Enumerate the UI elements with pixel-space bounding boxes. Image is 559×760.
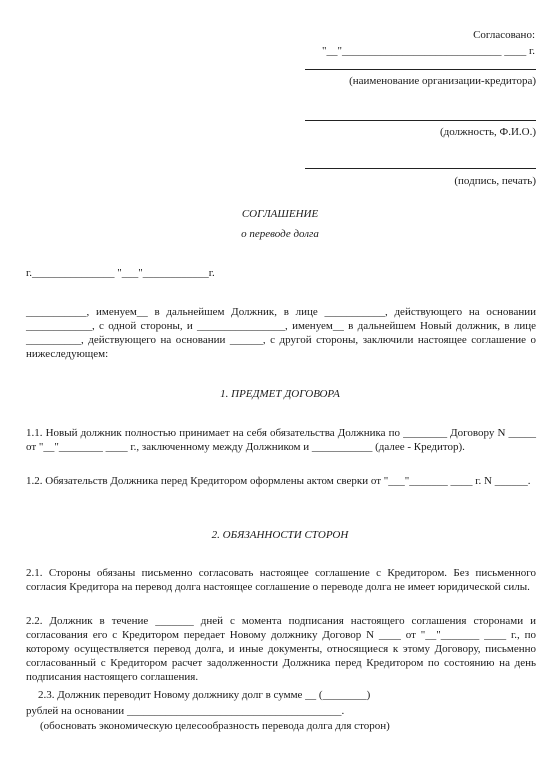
clause-2-3: 2.3. Должник переводит Новому должнику долг в сумме __ (________)	[38, 689, 371, 701]
place-date-line: г._______________ "___"____________г.	[26, 267, 215, 279]
signature-line	[305, 168, 536, 169]
clause-1-1: 1.1. Новый должник полностью принимает на себя обязательства Должника по ________ Договору N _____ от "__"________ ____ г., заключенному между Должником и ___________ (далее - Кредитор).	[26, 427, 536, 454]
clause-2-3-caption: (обосновать экономическую целесообразность перевода долга для сторон)	[40, 720, 390, 732]
clause-1-2: 1.2. Обязательств Должника перед Кредитором оформлены актом сверки от "___"_______ ____ г. N ______.	[26, 475, 531, 487]
document-subtitle: о переводе долга	[241, 228, 319, 240]
org-name-line	[305, 69, 536, 70]
document-title: СОГЛАШЕНИЕ	[241, 208, 319, 220]
approval-label: Согласовано:	[473, 29, 535, 41]
position-caption: (должность, Ф.И.О.)	[439, 126, 536, 138]
signature-caption: (подпись, печать)	[454, 175, 536, 187]
clause-2-1: 2.1. Стороны обязаны письменно согласовать настоящее соглашение с Кредитором. Без письменного согласия Кредитора на перевод долга настоящее соглашение о переводе долга не имеет юридической силы.	[26, 567, 536, 594]
clause-2-2: 2.2. Должник в течение _______ дней с момента подписания настоящего соглашения сторонами и согласования его с Кредитором передает Новому должнику Договор N ____ от "__"_______ ____ г., по которому осуществляется перевод долга, и иные документы, относящиеся к этому Договору, письменно согласованный с Кредитором расчет задолженности Должника перед Кредитором по состоянию на день подписания настоящего соглашения.	[26, 615, 536, 684]
section-1-heading: 1. ПРЕДМЕТ ДОГОВОРА	[220, 388, 340, 400]
preamble-paragraph: ___________, именуем__ в дальнейшем Должник, в лице ___________, действующего на основании ____________, с одной стороны, и ________________, именуем__ в дальнейшем Новый должник, в лице __________, действующего на основании ______, с другой стороны, заключили настоящее соглашение о нижеследующем:	[26, 306, 536, 361]
position-line	[305, 120, 536, 121]
clause-2-3-basis: рублей на основании _______________________________________.	[26, 705, 345, 717]
org-caption: (наименование организации-кредитора)	[349, 75, 536, 87]
approval-date-line: "__"_____________________________ ____ г.	[321, 45, 535, 57]
section-2-heading: 2. ОБЯЗАННОСТИ СТОРОН	[211, 529, 349, 541]
